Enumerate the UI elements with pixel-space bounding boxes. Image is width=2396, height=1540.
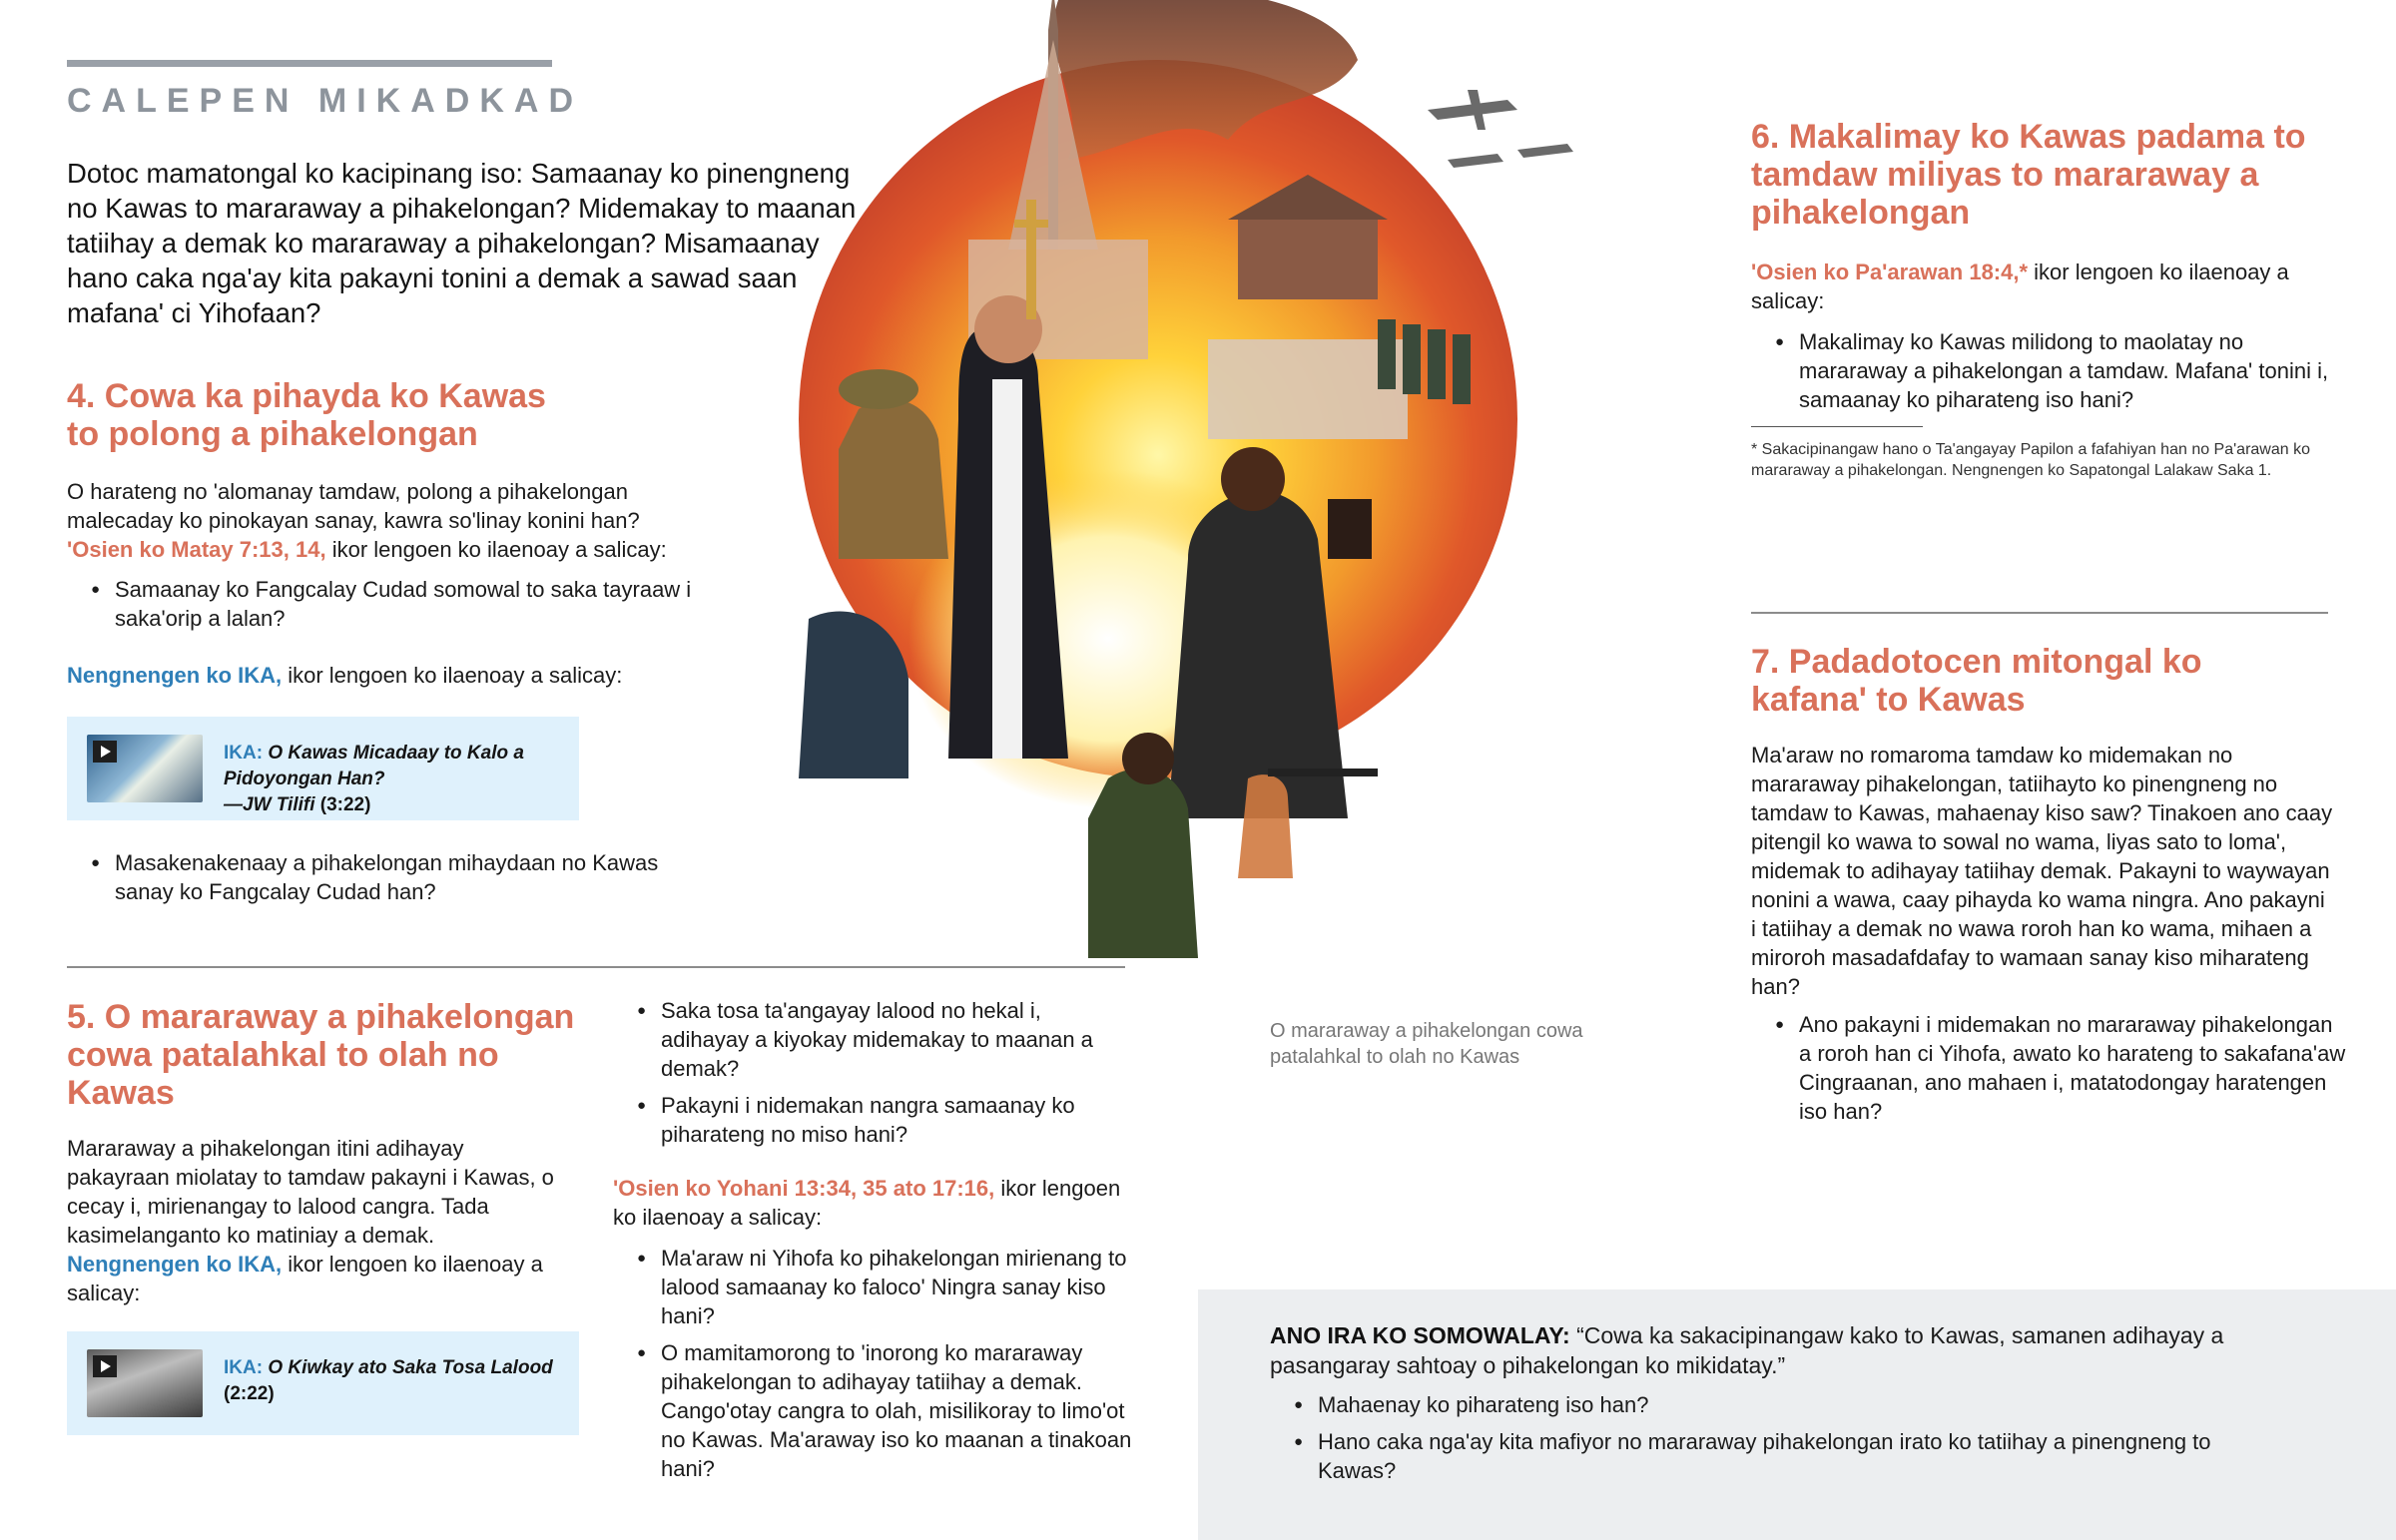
bullet-item: ● Ma'araw ni Yihofa ko pihakelongan mirienang to lalood samaanay ko faloco' Ningra sanay kiso hani? bbox=[613, 1244, 1132, 1330]
section-4-ref-after: ikor lengoen ko ilaenoay a salicay: bbox=[325, 537, 667, 562]
bullet-item: ● Ano pakayni i midemakan no mararaway pihakelongan a roroh han ci Yihofa, awato ko harateng to sakafana'aw Cingraanan, ano mahaen i, matatodongay haratengen iso han? bbox=[1751, 1010, 2350, 1126]
bullet-item: ● Mahaenay ko piharateng iso han? bbox=[1270, 1390, 2268, 1419]
video-source: —JW Tilifi bbox=[224, 794, 315, 815]
section-4-video-after: ikor lengoen ko ilaenoay a salicay: bbox=[282, 663, 623, 688]
intro-paragraph: Dotoc mamatongal ko kacipinang iso: Samaanay ko pinengneng no Kawas to mararaway a pihakelongan? Midemakay to maanan tatiihay a demak ko mararaway a pihakelongan? Misamaanay hano caka nga'ay kita pakayni tonini a demak a sawad saan mafana' ci Yihofaan? bbox=[67, 158, 857, 328]
discussion-label: ANO IRA KO SOMOWALAY: bbox=[1270, 1322, 1570, 1348]
video-thumbnail[interactable] bbox=[87, 1349, 203, 1417]
video-title: O Kawas Micadaay to Kalo a Pidoyongan Han? bbox=[224, 743, 524, 789]
section-5-bullets-a bbox=[613, 996, 1132, 1157]
section-4-scripture-link[interactable]: 'Osien ko Matay 7:13, 14, bbox=[67, 537, 326, 562]
discussion-quote: “Cowa ka sakacipinangaw kako to Kawas, samanen adihayay a pasangaray sahtoay o pihakelongan ko mikidatay.” bbox=[1270, 1322, 2224, 1378]
illustration bbox=[709, 0, 1717, 998]
header-rule bbox=[67, 60, 552, 67]
section-5-title: 5. O mararaway a pihakelongan cowa patalahkal to olah no Kawas bbox=[67, 998, 575, 1112]
section-5-paragraph bbox=[67, 1134, 566, 1307]
section-5-video-link[interactable]: Nengnengen ko IKA, bbox=[67, 1252, 283, 1277]
section-4-video-instruction bbox=[67, 661, 726, 690]
video-card-4[interactable] bbox=[67, 717, 579, 820]
section-7-title: 7. Padadotocen mitongal ko kafana' to Kawas bbox=[1751, 643, 2202, 719]
video-label: IKA: bbox=[224, 743, 264, 764]
section-4-bullets-a bbox=[67, 575, 706, 641]
soldier-left bbox=[839, 399, 948, 559]
section-4-video-link[interactable]: Nengnengen ko IKA, bbox=[67, 663, 283, 688]
video-title: O Kiwkay ato Saka Tosa Lalood bbox=[268, 1357, 553, 1378]
bullet-item: ● Samaanay ko Fangcalay Cudad somowal to saka tayraaw i saka'orip a lalan? bbox=[67, 575, 706, 633]
section-4-title: 4. Cowa ka pihayda ko Kawas to polong a pihakelongan bbox=[67, 377, 546, 453]
planes bbox=[1428, 90, 1573, 168]
section-5-text: Mararaway a pihakelongan itini adihayay pakayraan miolatay to tamdaw pakayni i Kawas, o cecay i, mirienangay to lalood cangra. Tada kasimelanganto ko matiniay a demak. bbox=[67, 1136, 554, 1248]
illustration-caption: O mararaway a pihakelongan cowa patalahkal to olah no Kawas bbox=[1270, 1020, 1583, 1068]
section-5-video-after: ikor lengoen ko ilaenoay a salicay: bbox=[67, 1252, 543, 1305]
bullet-item: ● O mamitamorong to 'inorong ko mararaway pihakelongan to adihayay tatiihay a demak. Cango'otay cangra to olah, misilikoray to limo'ot no Kawas. Ma'araway iso ko maanan a tinakoan hani? bbox=[613, 1338, 1132, 1483]
section-4-text: O harateng no 'alomanay tamdaw, polong a pihakelongan malecaday ko pinokayan sanay, kawra so'linay konini han? bbox=[67, 479, 640, 533]
illustration-art bbox=[709, 0, 1717, 998]
section-6-bullets bbox=[1751, 327, 2350, 422]
video-duration: (3:22) bbox=[319, 794, 371, 815]
play-icon[interactable] bbox=[93, 1355, 117, 1377]
section-4-paragraph bbox=[67, 477, 706, 564]
bullet-item: ● Pakayni i nidemakan nangra samaanay ko piharateng no miso hani? bbox=[613, 1091, 1132, 1149]
footnote: * Sakacipinangaw hano o Ta'angayay Papilon a fafahiyan han no Pa'arawan ko mararaway a pihakelongan. Nengnengen ko Sapatongal Lalakaw Saka 1. bbox=[1751, 441, 2310, 479]
section-7-paragraph: Ma'araw no romaroma tamdaw ko midemakan no mararaway pihakelongan, tatiihayto ko pinengneng no tamdaw to Kawas, mahaenay kiso saw? Tinakoen ano caay pitengil ko wawa to sowal no wama, liyas sato to loma', midemak to adihayay tatiihay demak. Pakayni to waywayan nonini a wawa, caay pihayda ko wama ningra. Ano pakayni i tatiihay a demak no wawa roroh han ko wama, mihaen a miroroh masadafdafay to wamaan sanay kiso miharateng han? bbox=[1751, 743, 2333, 999]
soldier-bottom bbox=[1088, 769, 1198, 958]
section-4-bullets-b bbox=[67, 848, 706, 914]
play-icon[interactable] bbox=[93, 741, 117, 763]
video-thumbnail[interactable] bbox=[87, 735, 203, 802]
section-6-title: 6. Makalimay ko Kawas padama to tamdaw miliyas to mararaway a pihakelongan bbox=[1751, 118, 2306, 232]
bullet-item: ● Makalimay ko Kawas milidong to maolatay no mararaway a pihakelongan a tamdaw. Mafana' tonini i, samaanay ko piharateng iso hani? bbox=[1751, 327, 2350, 414]
footnote-rule bbox=[1751, 426, 1923, 427]
video-5-text[interactable] bbox=[224, 1355, 553, 1407]
section-5-scripture-link[interactable]: 'Osien ko Yohani 13:34, 35 ato 17:16, bbox=[613, 1176, 995, 1201]
divider-right bbox=[1751, 612, 2328, 614]
video-4-text[interactable] bbox=[224, 741, 579, 818]
section-6-scripture-instruction bbox=[1751, 257, 2350, 315]
bullet-item: ● Saka tosa ta'angayay lalood no hekal i, adihayay a kiyokay midemakay to maanan a demak? bbox=[613, 996, 1132, 1083]
section-6-ref-after: ikor lengoen ko ilaenoay a salicay: bbox=[1751, 259, 2289, 313]
discussion-prompt bbox=[1270, 1320, 2288, 1380]
section-kicker: CALEPEN MIKADKAD bbox=[67, 82, 583, 120]
section-5-ref-after: ikor lengoen ko ilaenoay a salicay: bbox=[613, 1176, 1121, 1230]
bullet-item: ● Masakenakenaay a pihakelongan mihaydaan no Kawas sanay ko Fangcalay Cudad han? bbox=[67, 848, 706, 906]
section-5-scripture-instruction bbox=[613, 1174, 1132, 1232]
video-label: IKA: bbox=[224, 1357, 264, 1378]
discussion-bullets bbox=[1270, 1390, 2268, 1493]
bullet-item: ● Hano caka nga'ay kita mafiyor no mararaway pihakelongan irato ko tatiihay a pinengneng to Kawas? bbox=[1270, 1427, 2268, 1485]
section-7-bullets bbox=[1751, 1010, 2350, 1134]
section-6-scripture-link[interactable]: 'Osien ko Pa'arawan 18:4,* bbox=[1751, 259, 2029, 284]
video-duration: (2:22) bbox=[224, 1383, 275, 1404]
video-card-5[interactable] bbox=[67, 1331, 579, 1435]
section-5-bullets-b bbox=[613, 1244, 1132, 1491]
